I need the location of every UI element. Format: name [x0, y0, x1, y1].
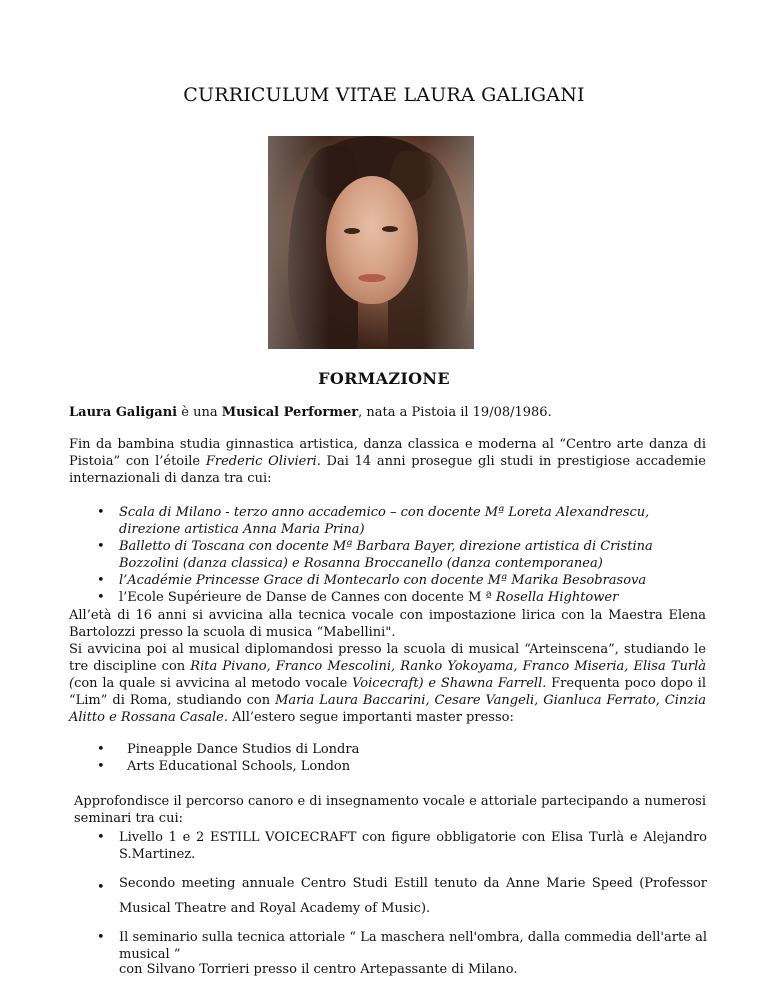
bullet-icon: •	[97, 930, 105, 945]
list-item: • Scala di Milano - terzo anno accademico – con docente Mª Loreta Alexandrescu, direzione artistica Anna Maria Prina)	[97, 505, 650, 537]
academies-list	[97, 504, 697, 606]
para1-text: Fin da bambina studia ginnastica artistica, danza classica e moderna al “Centro arte danza di Pistoia” con l’étoile	[69, 437, 706, 469]
list-item: • Il seminario sulla tecnica attoriale “ La maschera nell'ombra, dalla commedia dell'arte al musical ”	[97, 930, 707, 962]
paragraph-vocal	[69, 607, 706, 726]
intro-text: è una	[177, 405, 222, 420]
intro-paragraph	[69, 404, 709, 421]
schools-list	[97, 741, 697, 775]
page-title: CURRICULUM VITAE LAURA GALIGANI	[183, 84, 585, 106]
portrait-photo	[268, 136, 474, 349]
teacher-name: Frederic Olivieri.	[205, 454, 321, 469]
list-item: • l’Académie Princesse Grace di Montecarlo con docente Mª Marika Besobrasova	[97, 573, 647, 588]
bullet-icon: •	[97, 742, 105, 757]
list-item: • l’Ecole Supérieure de Danse de Cannes con docente M ª Rosella Hightower	[97, 590, 619, 605]
seminar-continuation: con Silvano Torrieri presso il centro Artepassante di Milano.	[119, 962, 518, 977]
bullet-icon: •	[97, 830, 105, 845]
list-item: • Secondo meeting annuale Centro Studi Estill tenuto da Anne Marie Speed (Professor Musical Theatre and Royal Academy of Music).	[97, 876, 707, 916]
person-role: Musical Performer	[221, 405, 359, 420]
para2-rest: Si avvicina poi al musical diplomandosi presso la scuola di musical “Arteinscena”, studiando le tre discipline con Rita Pivano, Franco Mescolini, Ranko Yokoyama, Franco Miseria, Elisa Turlà (con la quale si avvicina al metodo vocale Voicecraft) e Shawna Farrell. Frequenta poco dopo il “Lim” di Roma, studiando con Maria Laura Baccarini, Cesare Vangeli, Gianluca Ferrato, Cinzia Alitto e Rossana Casale. All’estero segue importanti master presso:	[69, 642, 707, 725]
seminars-list	[97, 829, 707, 963]
paragraph-childhood	[69, 436, 706, 487]
para1-text-2: Dai 14 anni prosegue gli studi in prestigiose accademie internazionali di danza tra cui:	[69, 454, 706, 486]
bullet-icon: •	[97, 759, 105, 774]
bullet-icon: •	[97, 590, 105, 605]
list-item: • Pineapple Dance Studios di Londra	[97, 742, 360, 757]
paragraph-seminars: Approfondisce il percorso canoro e di insegnamento vocale e attoriale partecipando a numerosi seminari tra cui:	[74, 794, 706, 826]
bullet-icon: •	[97, 880, 105, 895]
bullet-icon: •	[97, 505, 105, 520]
intro-birth: , nata a Pistoia il 19/08/1986.	[358, 405, 552, 420]
bullet-icon: •	[97, 573, 105, 588]
list-item: • Balletto di Toscana con docente Mª Barbara Bayer, direzione artistica di Cristina Bozzolini (danza classica) e Rosanna Broccanello (danza contemporanea)	[97, 539, 653, 571]
section-heading-formazione: FORMAZIONE	[318, 369, 450, 388]
list-item: • Arts Educational Schools, London	[97, 759, 351, 774]
bullet-icon: •	[97, 539, 105, 554]
para2-line-1: All’età di 16 anni si avvicina alla tecnica vocale con impostazione lirica con la Maestra Elena Bartolozzi presso la scuola di musica “Mabellini".	[69, 608, 706, 640]
list-item: • Livello 1 e 2 ESTILL VOICECRAFT con figure obbligatorie con Elisa Turlà e Alejandro S.Martinez.	[97, 830, 707, 862]
person-name: Laura Galigani	[69, 405, 178, 420]
